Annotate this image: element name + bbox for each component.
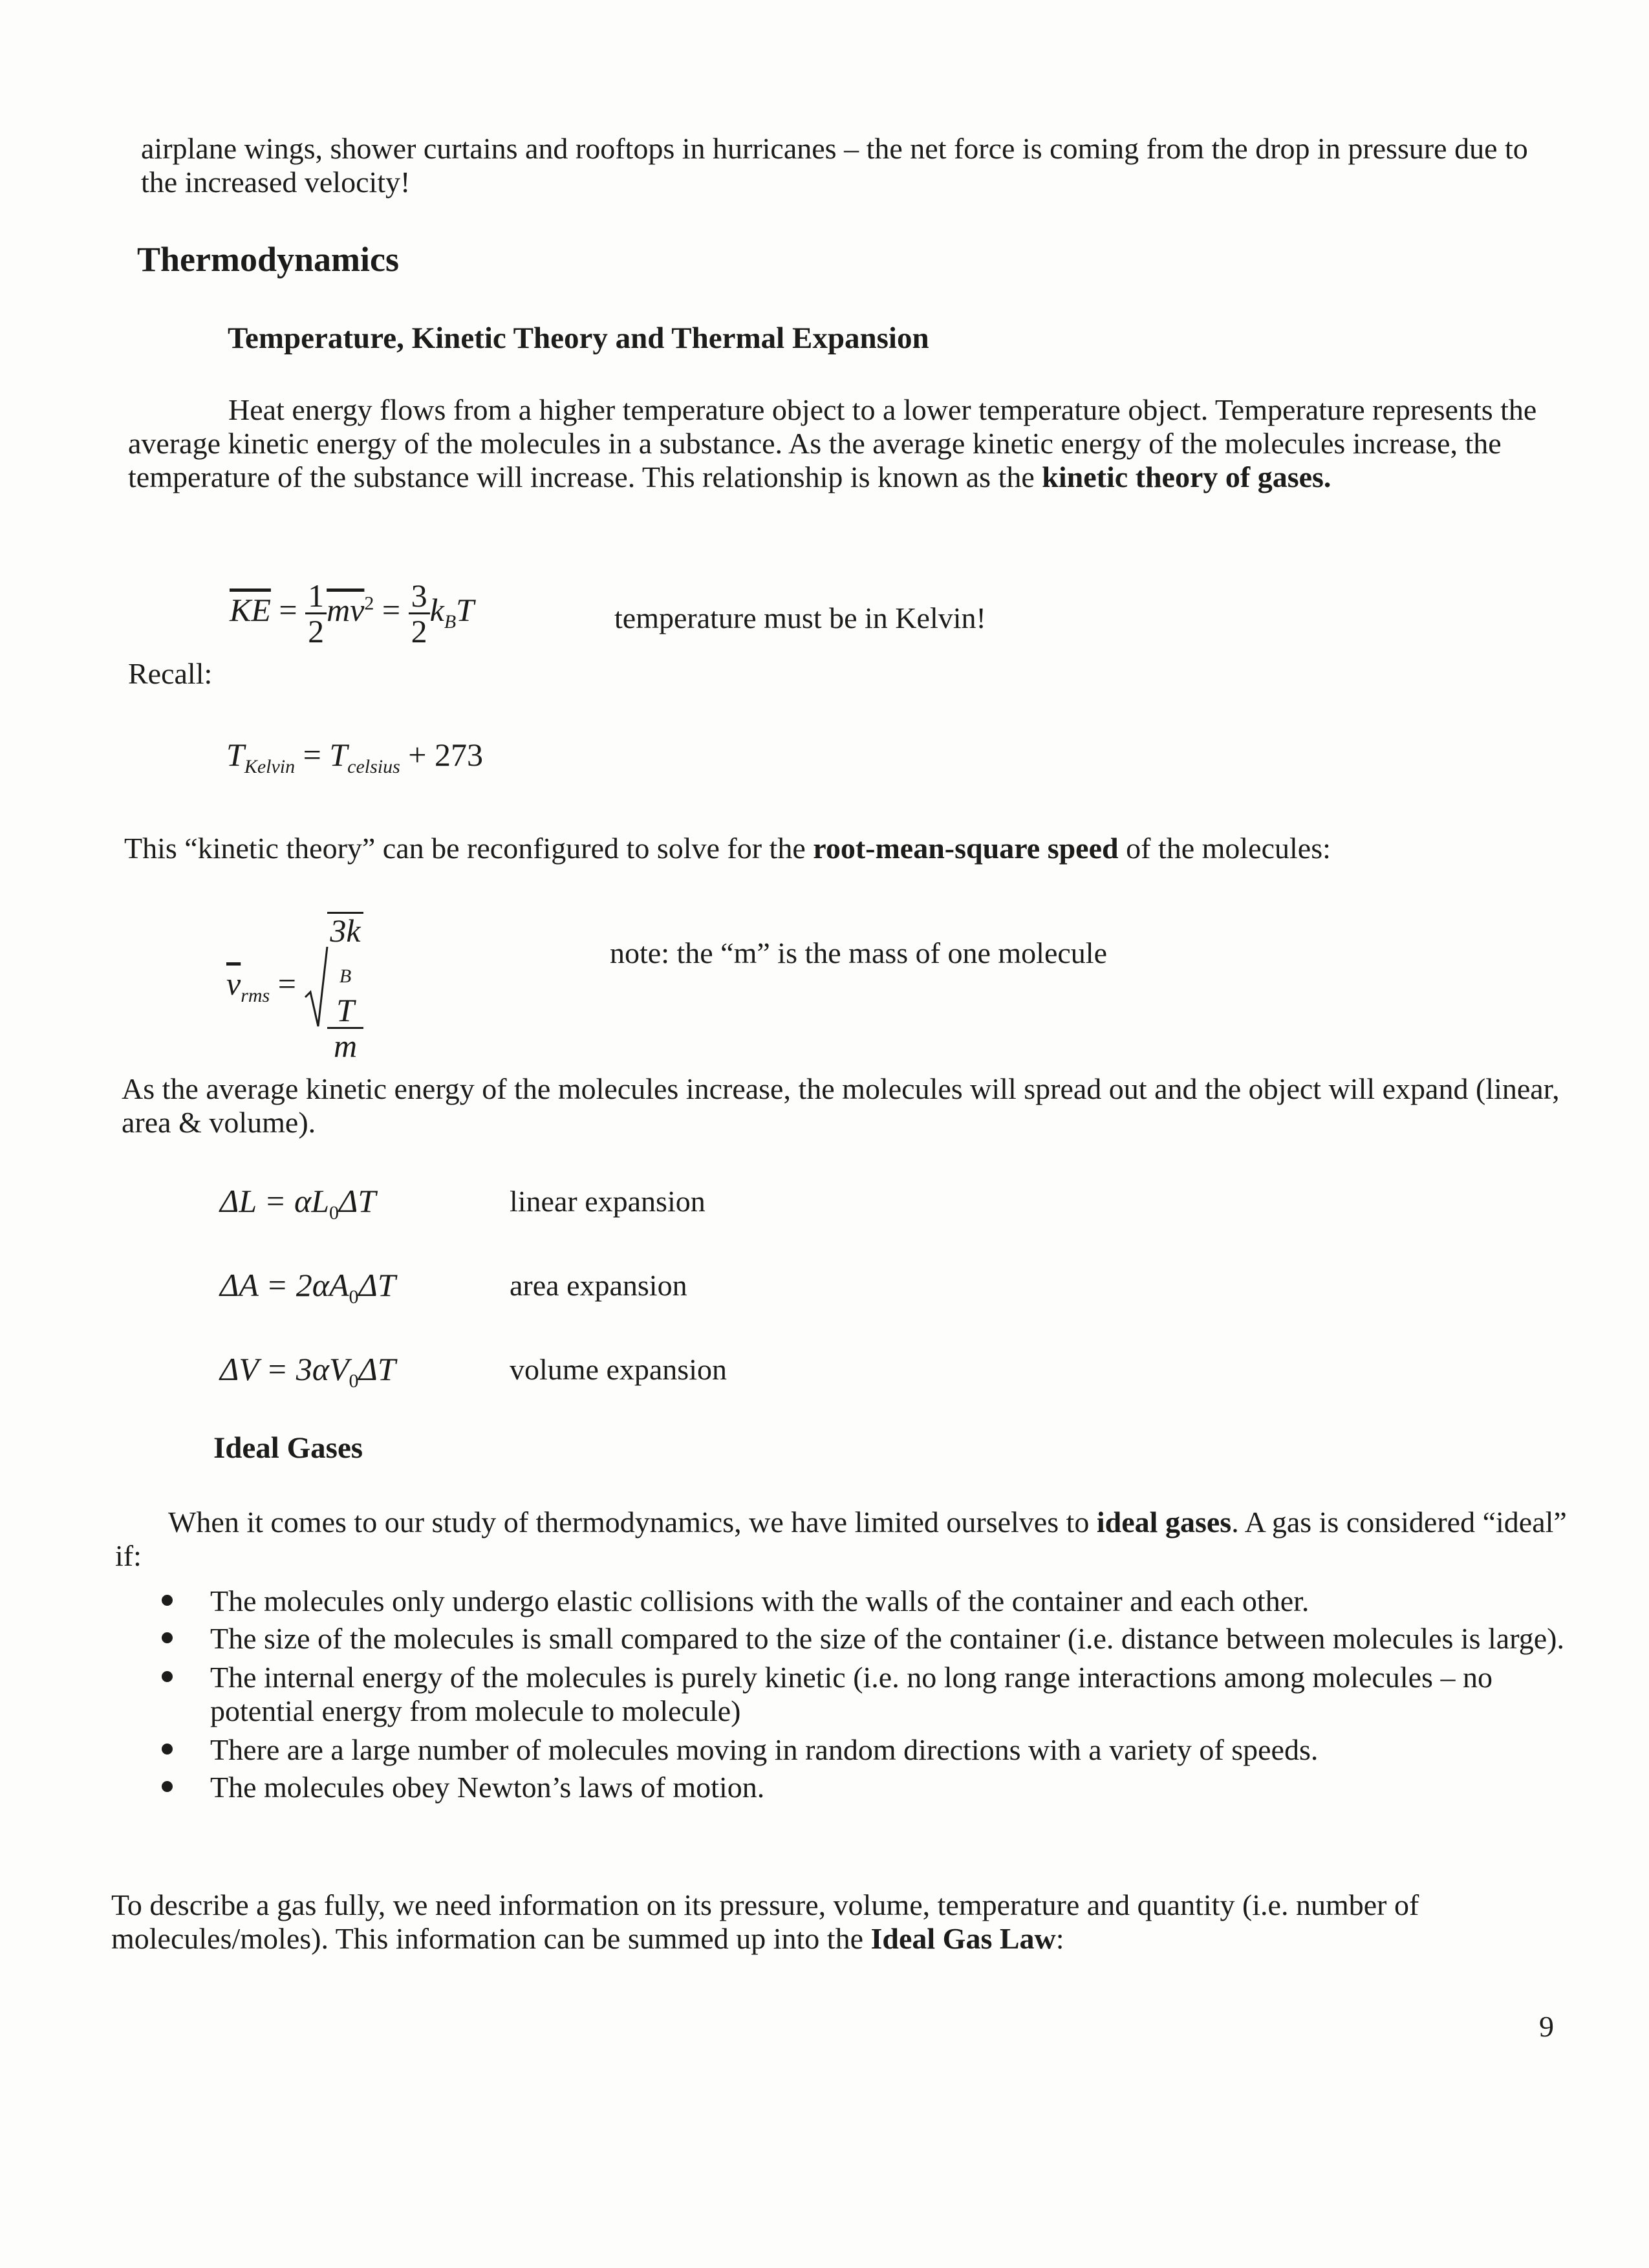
list-item: The size of the molecules is small compared to the size of the container (i.e. distance between molecules is large). xyxy=(210,1622,1568,1656)
rms-speed-paragraph xyxy=(124,832,1573,865)
list-item: The internal energy of the molecules is purely kinetic (i.e. no long range interactions among molecules – no potential energy from molecule to molecule) xyxy=(210,1661,1568,1728)
kinetic-theory-text: Heat energy flows from a higher temperature object to a lower temperature object. Temperature represents the average kinetic energy of the molecules in a substance. As the average kinetic energy of the molecules increase, the temperature of the substance will increase. This relationship is known as the xyxy=(128,393,1537,493)
kinetic-theory-paragraph xyxy=(128,393,1570,494)
mass-note: note: the “m” is the mass of one molecule xyxy=(610,936,1107,969)
list-item: There are a large number of molecules moving in random directions with a variety of speeds. xyxy=(210,1733,1568,1767)
vrms-subscript: rms xyxy=(241,984,270,1006)
list-item: The molecules obey Newton’s laws of motion. xyxy=(210,1771,1568,1804)
radical-sign-icon xyxy=(304,945,330,1030)
kinetic-theory-period: . xyxy=(1323,460,1331,493)
kelvin-rest: + 273 xyxy=(408,737,483,773)
subsection-title-ideal-gases: Ideal Gases xyxy=(213,1431,363,1465)
kelvin-note: temperature must be in Kelvin! xyxy=(614,601,986,634)
vrms-v: $\overline{v}$ xyxy=(226,965,241,1002)
ke-mv: $\overline{mv}$ xyxy=(327,591,365,628)
ideal-gas-term: ideal gases xyxy=(1096,1506,1232,1539)
recall-label: Recall: xyxy=(128,657,213,690)
ideal-gas-text: When it comes to our study of thermodynamics, we have limited ourselves to xyxy=(168,1506,1097,1539)
ke-t: T xyxy=(456,591,474,628)
vrms-denominator: m xyxy=(333,1028,358,1064)
ke-three-denominator: 2 xyxy=(411,613,427,649)
ke-three-numerator: 3 xyxy=(409,579,430,614)
ideal-gas-end: . A gas is considered “ideal” if: xyxy=(115,1506,1567,1572)
volume-expansion-label: volume expansion xyxy=(510,1353,727,1386)
ke-kb-subscript: B xyxy=(444,610,457,632)
area-expansion-equation: $\Delta A = 2\alpha A_0\Delta T$ xyxy=(220,1267,396,1308)
kinetic-theory-term: kinetic theory of gases xyxy=(1042,460,1324,493)
ideal-gas-law-term: Ideal Gas Law xyxy=(870,1922,1056,1955)
kinetic-energy-equation: $\overline{KE}$ = $\frac{1}{2}$ $\overline{mv}^2$ = $\frac{3}{2}$ $k_BT$ xyxy=(230,578,474,649)
rms-speed-equation: $\overline{v}_{rms}$ = 3k $_B$ T m xyxy=(226,912,363,996)
square-root xyxy=(304,912,363,1063)
ideal-gas-paragraph xyxy=(115,1506,1570,1573)
rms-speed-text: This “kinetic theory” can be reconfigured to solve for the xyxy=(124,832,814,865)
ideal-gas-law-paragraph xyxy=(111,1888,1573,1956)
kelvin-t2: T xyxy=(329,737,348,773)
vrms-num-sub: B xyxy=(339,966,352,987)
rms-speed-end: of the molecules: xyxy=(1118,832,1331,865)
list-item: The molecules only undergo elastic collisions with the walls of the container and each other. xyxy=(210,1584,1568,1618)
ideal-gas-law-text: To describe a gas fully, we need information on its pressure, volume, temperature and quantity (i.e. number of molecules/moles). This information can be summed up into the xyxy=(111,1888,1419,1955)
ke-half-numerator: 1 xyxy=(305,579,327,614)
section-title: Thermodynamics xyxy=(137,240,399,279)
linear-expansion-equation: $\Delta L = \alpha L_0\Delta T$ xyxy=(220,1183,376,1224)
expansion-paragraph: As the average kinetic energy of the molecules increase, the molecules will spread out and the object will expand (linear, area & volume). xyxy=(122,1072,1560,1139)
rms-speed-term: root-mean-square speed xyxy=(813,832,1119,865)
kelvin-conversion-equation: $T_{Kelvin} = T_{celsius} + 273$ xyxy=(226,737,483,777)
kelvin-sub1: Kelvin xyxy=(244,756,296,777)
kelvin-sub2: celsius xyxy=(347,756,400,777)
ke-half-denominator: 2 xyxy=(308,613,325,649)
ideal-gas-law-end: : xyxy=(1055,1922,1064,1955)
kelvin-t1: T xyxy=(226,737,244,773)
area-expansion-label: area expansion xyxy=(510,1269,687,1302)
ke-k: k xyxy=(429,591,444,628)
subsection-title-temperature: Temperature, Kinetic Theory and Thermal Expansion xyxy=(228,321,929,355)
intro-paragraph: airplane wings, shower curtains and rooftops in hurricanes – the net force is coming from the drop in pressure due to the increased velocity! xyxy=(141,132,1528,199)
ke-lhs: $\overline{KE}$ xyxy=(230,591,271,628)
page-number: 9 xyxy=(1539,2010,1554,2043)
linear-expansion-label: linear expansion xyxy=(510,1185,706,1218)
vrms-num-b: T xyxy=(336,992,354,1028)
ideal-gas-conditions-list xyxy=(210,1584,1568,1804)
volume-expansion-equation: $\Delta V = 3\alpha V_0\Delta T$ xyxy=(220,1351,396,1392)
vrms-num-a: 3k xyxy=(330,913,361,949)
